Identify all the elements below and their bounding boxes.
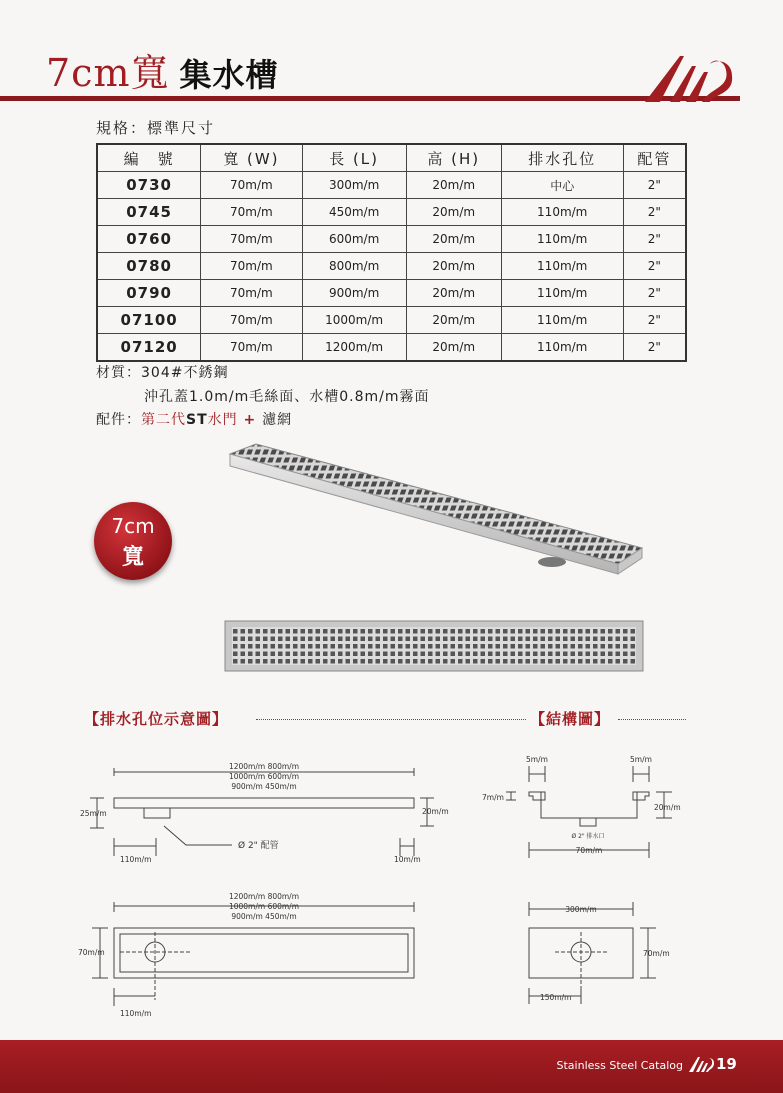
section-divider <box>618 719 686 720</box>
column-header: 排水孔位 <box>501 144 623 172</box>
model-code: 0760 <box>97 226 201 253</box>
table-cell: 70m/m <box>201 307 302 334</box>
dim-width-70: 70m/m <box>78 948 105 957</box>
drain-perspective-image <box>226 440 646 580</box>
table-cell: 600m/m <box>302 226 406 253</box>
table-cell: 110m/m <box>501 226 623 253</box>
table-cell: 20m/m <box>406 199 501 226</box>
table-cell: 450m/m <box>302 199 406 226</box>
column-header: 寬 (W) <box>201 144 302 172</box>
material-detail: 沖孔蓋1.0m/m毛絲面、水槽0.8m/m霧面 <box>144 389 430 405</box>
dim-s300: 300m/m <box>565 905 597 914</box>
accessories-filter: 濾網 <box>262 412 293 428</box>
accessories-gen: 第二代 <box>141 412 186 428</box>
table-cell: 110m/m <box>501 280 623 307</box>
dim-lengths-1b: 1200m/m 800m/m <box>228 892 300 901</box>
table-row <box>97 280 686 307</box>
table-cell: 1200m/m <box>302 334 406 362</box>
title-main: 集水槽 <box>179 56 279 94</box>
table-cell: 70m/m <box>201 253 302 280</box>
dim-s70b: 70m/m <box>643 949 670 958</box>
dim-pipe: Ø 2" 配管 <box>238 841 279 851</box>
table-cell: 2" <box>623 199 686 226</box>
table-cell: 70m/m <box>201 172 302 199</box>
model-code: 07120 <box>97 334 201 362</box>
table-row <box>97 226 686 253</box>
model-code: 0730 <box>97 172 201 199</box>
brand-logo-icon <box>640 48 740 104</box>
table-row <box>97 334 686 362</box>
page-number: 19 <box>716 1055 737 1073</box>
spec-header-row <box>97 144 686 172</box>
table-cell: 110m/m <box>501 307 623 334</box>
spec-table <box>96 143 687 362</box>
footer-logo-icon <box>688 1055 714 1073</box>
dim-s5b: 5m/m <box>630 755 652 764</box>
table-row <box>97 307 686 334</box>
table-cell: 70m/m <box>201 334 302 362</box>
column-header: 長 (L) <box>302 144 406 172</box>
width-badge <box>94 502 172 580</box>
table-cell: 2" <box>623 226 686 253</box>
column-header: 配管 <box>623 144 686 172</box>
table-cell: 2" <box>623 172 686 199</box>
structure-title: 【結構圖】 <box>530 710 611 728</box>
title-size: 7cm寬 <box>46 51 170 95</box>
table-cell: 800m/m <box>302 253 406 280</box>
table-cell: 2" <box>623 307 686 334</box>
page-title <box>46 42 279 97</box>
table-cell: 110m/m <box>501 199 623 226</box>
dim-offset-110b: 110m/m <box>120 1009 152 1018</box>
table-cell: 1000m/m <box>302 307 406 334</box>
section-divider <box>256 719 526 720</box>
dim-s20: 20m/m <box>654 803 681 812</box>
dim-s70: 70m/m <box>575 846 603 855</box>
drain-position-title: 【排水孔位示意圖】 <box>84 710 229 728</box>
spec-body <box>97 172 686 362</box>
dim-s7: 7m/m <box>482 793 504 802</box>
table-cell: 900m/m <box>302 280 406 307</box>
spec-label: 規格：標準尺寸 <box>96 119 216 137</box>
table-cell: 中心 <box>501 172 623 199</box>
accessories-label: 配件： <box>96 412 141 428</box>
material-line: 材質：304#不銹鋼 <box>96 365 229 381</box>
dim-lengths-1: 1200m/m 800m/m <box>228 762 300 771</box>
table-cell: 20m/m <box>406 226 501 253</box>
model-code: 0790 <box>97 280 201 307</box>
table-cell: 110m/m <box>501 334 623 362</box>
table-row <box>97 199 686 226</box>
table-cell: 300m/m <box>302 172 406 199</box>
dim-s150: 150m/m <box>540 993 572 1002</box>
accessories-line <box>96 409 292 429</box>
dim-offset-10: 10m/m <box>394 855 421 864</box>
table-cell: 70m/m <box>201 226 302 253</box>
table-cell: 2" <box>623 334 686 362</box>
table-cell: 2" <box>623 280 686 307</box>
column-header: 高 (H) <box>406 144 501 172</box>
table-cell: 70m/m <box>201 280 302 307</box>
model-code: 0745 <box>97 199 201 226</box>
dim-lengths-3b: 900m/m 450m/m <box>231 912 297 921</box>
table-row <box>97 253 686 280</box>
table-row <box>97 172 686 199</box>
dim-offset-110: 110m/m <box>120 855 152 864</box>
drain-top-image <box>224 620 644 672</box>
dim-s5a: 5m/m <box>526 755 548 764</box>
dim-lengths-2b: 1000m/m 600m/m <box>228 902 300 911</box>
accessories-door: 水門 <box>207 412 238 428</box>
accessories-plus: + <box>237 412 263 428</box>
table-cell: 110m/m <box>501 253 623 280</box>
table-cell: 20m/m <box>406 172 501 199</box>
table-cell: 20m/m <box>406 280 501 307</box>
table-cell: 70m/m <box>201 199 302 226</box>
model-code: 0780 <box>97 253 201 280</box>
model-code: 07100 <box>97 307 201 334</box>
dim-lengths-3: 900m/m 450m/m <box>231 782 297 791</box>
dim-height-20: 20m/m <box>422 807 449 816</box>
header-rule <box>0 96 740 101</box>
dim-lengths-2: 1000m/m 600m/m <box>228 772 300 781</box>
table-cell: 20m/m <box>406 334 501 362</box>
dim-drain-outlet: Ø 2" 排水口 <box>571 833 605 840</box>
column-header: 編 號 <box>97 144 201 172</box>
badge-size: 7cm <box>111 514 155 538</box>
table-cell: 2" <box>623 253 686 280</box>
badge-word: 寬 <box>121 545 144 570</box>
technical-drawings <box>0 740 783 1030</box>
dim-height-25: 25m/m <box>80 809 107 818</box>
footer-catalog: Stainless Steel Catalog <box>556 1059 683 1072</box>
accessories-st: ST <box>186 412 208 428</box>
table-cell: 20m/m <box>406 307 501 334</box>
table-cell: 20m/m <box>406 253 501 280</box>
